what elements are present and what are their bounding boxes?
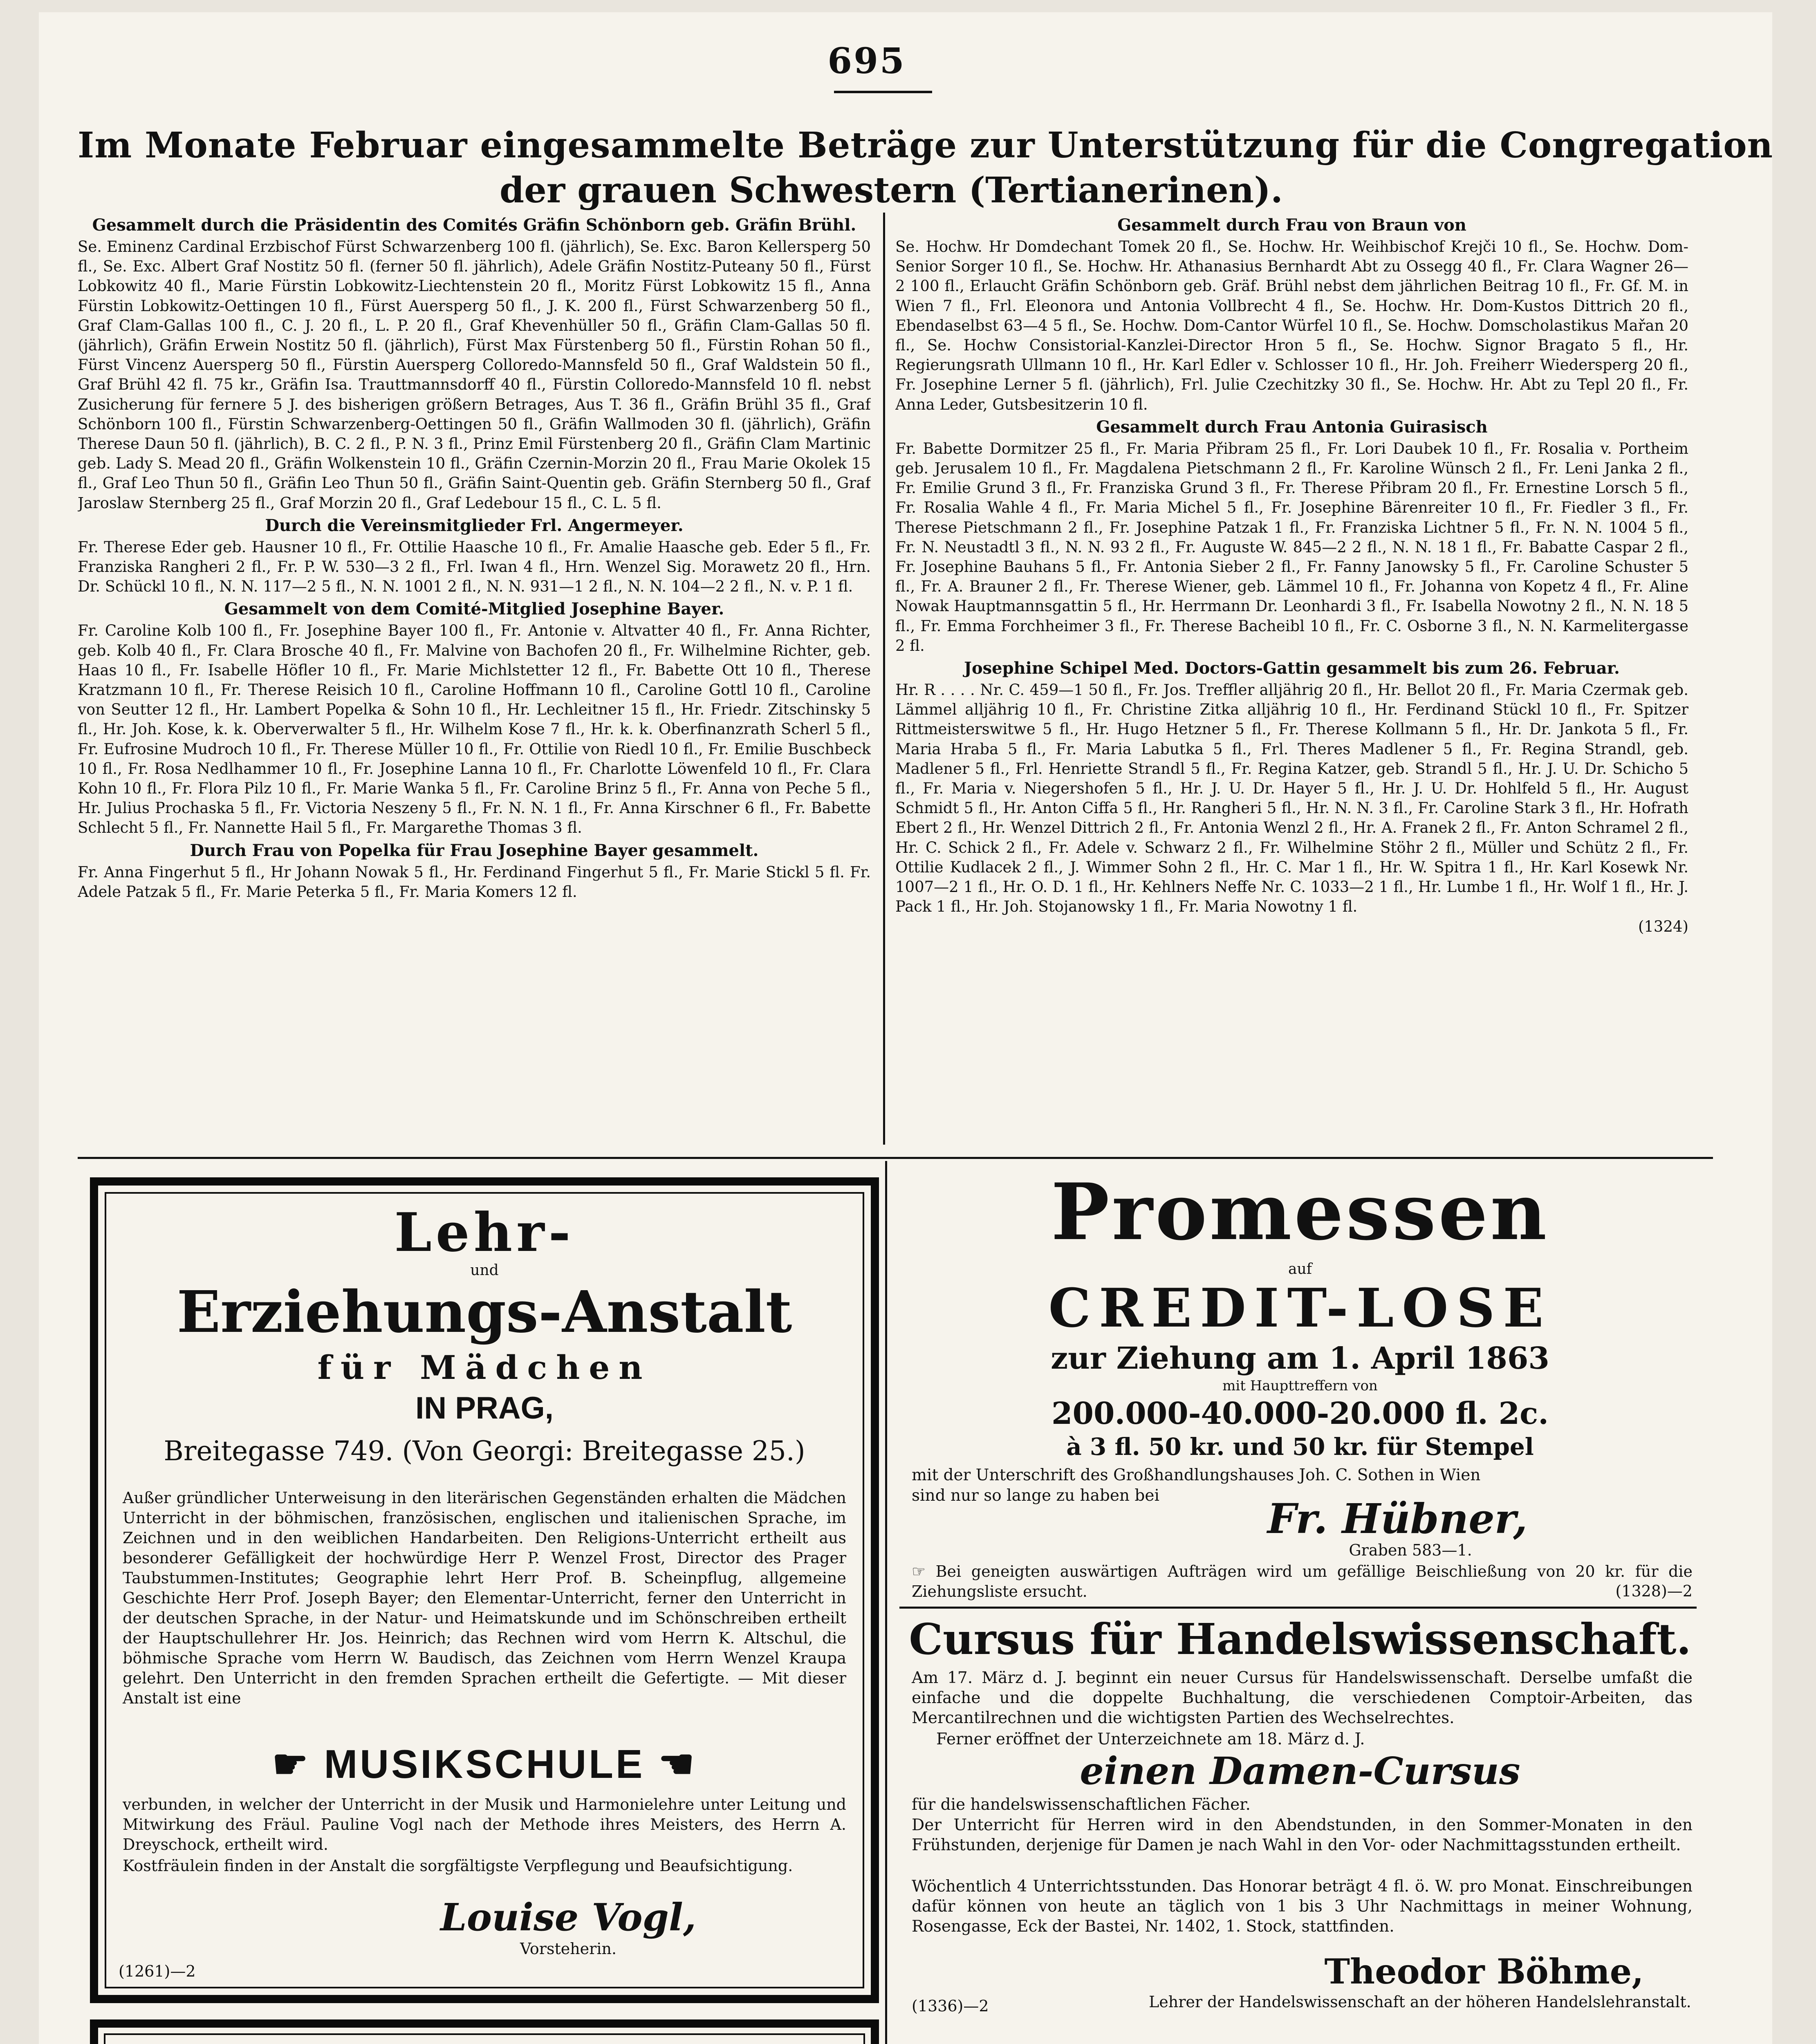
column-divider: [883, 213, 885, 1145]
section-heading: Durch Frau von Popelka für Frau Josephine Bayer gesammelt.: [190, 840, 759, 860]
cursus-ref: (1336)—2: [912, 1997, 989, 2015]
factory-advertisement: [90, 2019, 879, 2044]
collection-title-line-1: Im Monate Februar eingesammelte Beträge zur Unterstützung für die Congregation: [78, 125, 1773, 166]
school-ad-role: Vorsteherin.: [520, 1940, 617, 1958]
pointing-hand-icon: ☛: [272, 1741, 324, 1786]
promessen-draw-date: zur Ziehung am 1. April 1863: [1051, 1341, 1549, 1376]
school-ad-board-text: Kostfräulein finden in der Anstalt die sorgfältigste Verpflegung und Beaufsichtigung.: [123, 1857, 793, 1875]
cursus-paragraph-4: Der Unterricht für Herren wird in den Abendstunden, in den Sommer-Monaten in den Frühstunden, derjenige für Damen je nach Wahl in den Vor- oder Nachmittagsstunden ertheilt.: [912, 1816, 1693, 1854]
page-number-underline: [834, 91, 932, 93]
cursus-name: Theodor Böhme,: [1324, 1951, 1644, 1992]
donation-paragraph: Fr. Therese Eder geb. Hausner 10 fl., Fr. Ottilie Haasche 10 fl., Fr. Amalie Haasche geb. Eder 5 fl., Fr. Franziska Rangheri 2 fl., Fr. P. W. 530—3 2 fl., Frl. Iwan 4 fl., Hrn. Wenzel Sig. Morawetz 20 fl., Hrn. Dr. Schückl 10 fl., N. N. 117—2 5 fl., N. N. 1001 2 fl., N. N. 931—1 2 fl., N. N. 104—2 2 fl., N. v. P. 1 fl.: [78, 538, 871, 596]
cursus-paragraph-2: Ferner eröffnet der Unterzeichnete am 18. März d. J.: [936, 1730, 1365, 1748]
school-ad-signature: Louise Vogl,: [440, 1895, 696, 1939]
promessen-seller: Fr. Hübner,: [1267, 1495, 1528, 1543]
promessen-amounts: 200.000-40.000-20.000 fl. 2c.: [1051, 1396, 1549, 1431]
promessen-note-text: Bei geneigten auswärtigen Aufträgen wird um gefällige Beischließung von 20 kr. für die Ziehungsliste ersucht.: [912, 1562, 1693, 1600]
school-ad-body: Außer gründlicher Unterweisung in den literärischen Gegenständen erhalten die Mädchen Unterricht in der böhmischen, französischen, englischen und italienischen Sprache, im Zeichnen und in den weiblichen Handarbeiten. Den Religions-Unterricht ertheilt aus besonderer Gefälligkeit der hochwürdige Herr P. Wenzel Frost, Director des Prager Taubstummen-Institutes; Geographie lehrt Herr Prof. B. Scheinpflug, allgemeine Geschichte Herr Prof. Joseph Bayer; den Elementar-Unterricht, ferner den Unterricht in der deutschen Sprache, in der Natur- und Heimatskunde und im Schönschreiben ertheilt der Hauptschullehrer Hr. Jos. Heinrich; das Rechnen wird vom Herrn K. Altschul, die böhmische Sprache vom Herrn W. Baudisch, das Zeichnen vom Herrn Wenzel Kraupa gelehrt. Den Unterricht in den fremden Sprachen ertheilt die Gefertigte. — Mit dieser Anstalt ist eine: [123, 1489, 846, 1707]
school-ad-anstalt: Erziehungs-Anstalt: [177, 1279, 792, 1346]
school-ad-maedchen: für Mädchen: [317, 1348, 652, 1387]
promessen-auf: auf: [1288, 1261, 1312, 1278]
cursus-paragraph-1: Am 17. März d. J. beginnt ein neuer Cursus für Handelswissenschaft. Derselbe umfaßt die einfache und die doppelte Buchhaltung, die verschiedenen Comptoir-Arbeiten, das Mercantilrechnen und die wichtigsten Partien des Wechselrechtes.: [912, 1669, 1693, 1727]
promessen-signature-line: mit der Unterschrift des Großhandlungshauses Joh. C. Sothen in Wien: [912, 1466, 1481, 1484]
donation-paragraph: Fr. Anna Fingerhut 5 fl., Hr Johann Nowak 5 fl., Hr. Ferdinand Fingerhut 5 fl., Fr. Marie Stickl 5 fl. Fr. Adele Patzak 5 fl., Fr. Marie Peterka 5 fl., Fr. Maria Komers 12 fl.: [78, 863, 871, 901]
donation-paragraph: Se. Eminenz Cardinal Erzbischof Fürst Schwarzenberg 100 fl. (jährlich), Se. Exc. Baron Kellersperg 50 fl., Se. Exc. Albert Graf Nostitz 50 fl. (ferner 50 fl. jährlich), Adele Gräfin Nostitz-Puteany 50 fl., Fürst Lobkowitz 40 fl., Marie Fürstin Lobkowitz-Liechtenstein 20 fl., Moritz Fürst Lobkowitz 15 fl., Anna Fürstin Lobkowitz-Oettingen 10 fl., Fürst Auersperg 50 fl., J. K. 200 fl., Fürst Schwarzenberg 50 fl., Graf Clam-Gallas 100 fl., C. J. 20 fl., L. P. 20 fl., Graf Khevenhüller 50 fl., Gräfin Clam-Gallas 50 fl. (jährlich), Gräfin Erwein Nostitz 50 fl. (jährlich), Fürst Max Fürstenberg 50 fl., Fürstin Rohan 50 fl., Fürst Vincenz Auersperg 50 fl., Fürstin Auersperg Colloredo-Mannsfeld 50 fl., Graf Waldstein 50 fl., Graf Brühl 42 fl. 75 kr., Gräfin Isa. Trauttmannsdorff 40 fl., Fürstin Colloredo-Mannsfeld 10 fl. nebst Zusicherung für fernere 5 J. des bisherigen größern Betrages, Aus T. 36 fl., Gräfin Brühl 35 fl., Graf Schönborn 100 fl., Fürstin Schwarzenberg-Oettingen 50 fl., Gräfin Wallmoden 30 fl. (jährlich), Gräfin Therese Daun 50 fl. (jährlich), B. C. 2 fl., P. N. 3 fl., Prinz Emil Fürstenberg 20 fl., Gräfin Clam Martinic geb. Lady S. Mead 20 fl., Gräfin Wolkenstein 10 fl., Gräfin Czernin-Morzin 20 fl., Frau Marie Okolek 15 fl., Graf Leo Thun 50 fl., Gräfin Leo Thun 50 fl., Gräfin Saint-Quentin geb. Gräfin Sternberg 50 fl., Graf Jaroslaw Sternberg 25 fl., Graf Morzin 20 fl., Graf Ledebour 15 fl., C. L. 5 fl.: [78, 238, 871, 512]
reference-number: (1324): [1638, 917, 1688, 935]
cursus-paragraph-5: Wöchentlich 4 Unterrichtsstunden. Das Honorar beträgt 4 fl. ö. W. pro Monat. Einschreibungen dafür können von heute an täglich von 1 bis 3 Uhr Nachmittags in meiner Wohnung, Rosengasse, Eck der Bastei, Nr. 1402, 1. Stock, stattfinden.: [912, 1877, 1693, 1936]
section-heading: Josephine Schipel Med. Doctors-Gattin gesammelt bis zum 26. Februar.: [964, 659, 1620, 678]
section-heading: Gesammelt durch die Präsidentin des Comités Gräfin Schönborn geb. Gräfin Brühl.: [92, 215, 856, 235]
school-ad-und: und: [470, 1262, 499, 1279]
factory-ad-inner-border: [104, 2033, 865, 2044]
school-advertisement: [90, 1177, 879, 2003]
cursus-damen: einen Damen-Cursus: [1080, 1749, 1520, 1793]
promessen-mit: mit Haupttreffern von: [1222, 1378, 1378, 1394]
school-ad-address: Breitegasse 749. (Von Georgi: Breitegasse 25.): [164, 1435, 805, 1467]
page-number: 695: [827, 40, 906, 82]
section-heading: Gesammelt durch Frau Antonia Guirasisch: [1096, 417, 1488, 437]
musikschule-label: MUSIKSCHULE: [324, 1741, 645, 1786]
cursus-advertisement: [899, 1615, 1701, 2044]
section-heading: Gesammelt durch Frau von Braun von: [1117, 215, 1466, 235]
section-heading: Gesammelt von dem Comité-Mitglied Josephine Bayer.: [224, 599, 724, 619]
promessen-graben: Graben 583—1.: [1349, 1541, 1472, 1559]
school-ad-city: IN PRAG,: [415, 1391, 554, 1425]
promessen-advertisement: [899, 1166, 1701, 1602]
promessen-divider: [899, 1607, 1697, 1609]
collection-title-line-2: der grauen Schwestern (Tertianerinen).: [500, 170, 1283, 211]
donation-paragraph: Fr. Caroline Kolb 100 fl., Fr. Josephine Bayer 100 fl., Fr. Antonie v. Altvatter 40 fl., Fr. Anna Richter, geb. Kolb 40 fl., Fr. Clara Brosche 40 fl., Fr. Malvine von Bachofen 20 fl., Fr. Wilhelmine Richter, geb. Haas 10 fl., Fr. Isabelle Höfler 10 fl., Fr. Marie Michlstetter 12 fl., Fr. Babette Ott 10 fl., Therese Kratzmann 10 fl., Fr. Therese Reisich 10 fl., Caroline Hoffmann 10 fl., Caroline Gottl 10 fl., Caroline von Seutter 12 fl., Hr. Lambert Popelka & Sohn 10 fl., Hr. Lechleitner 15 fl., Hr. Friedr. Zitschinsky 5 fl., Hr. Joh. Kose, k. k. Oberverwalter 5 fl., Hr. Wilhelm Kose 7 fl., Hr. k. k. Oberfinanzrath Scherl 5 fl., Fr. Eufrosine Mudroch 10 fl., Fr. Therese Müller 10 fl., Fr. Ottilie von Riedl 10 fl., Fr. Emilie Buschbeck 10 fl., Fr. Rosa Nedlhammer 10 fl., Fr. Josephine Lanna 10 fl., Fr. Charlotte Löwenfeld 10 fl., Fr. Clara Kohn 10 fl., Fr. Flora Pilz 10 fl., Fr. Marie Wanka 5 fl., Fr. Caroline Brinz 5 fl., Fr. Anna von Peche 5 fl., Hr. Julius Prochaska 5 fl., Fr. Victoria Neszeny 5 fl., Fr. N. N. 1 fl., Fr. Anna Kirschner 6 fl., Fr. Babette Schlecht 5 fl., Fr. Nannette Hail 5 fl., Fr. Margarethe Thomas 3 fl.: [78, 622, 871, 837]
promessen-price: à 3 fl. 50 kr. und 50 kr. für Stempel: [1066, 1433, 1534, 1461]
donation-paragraph: Hr. R . . . . Nr. C. 459—1 50 fl., Fr. Jos. Treffler alljährig 20 fl., Hr. Bellot 20 fl., Fr. Maria Czermak geb. Lämmel alljährig 10 fl., Fr. Christine Zitka alljährig 10 fl., Hr. Ferdinand Stückl 10 fl., Fr. Spitzer Rittmeisterswitwe 5 fl., Hr. Hugo Hetzner 5 fl., Fr. Therese Kollmann 5 fl., Hr. Dr. Jankota 5 fl., Fr. Maria Hraba 5 fl., Fr. Maria Labutka 5 fl., Frl. Theres Madlener 5 fl., Fr. Regina Strandl, geb. Madlener 5 fl., Frl. Henriette Strandl 5 fl., Fr. Regina Katzer, geb. Strandl 5 fl., Hr. J. U. Dr. Schicho 5 fl., Fr. Maria v. Niegershofen 5 fl., Hr. J. U. Dr. Hayer 5 fl., Hr. J. U. Dr. Hohlfeld 5 fl., Hr. August Schmidt 5 fl., Hr. Anton Ciffa 5 fl., Hr. Rangheri 5 fl., Hr. N. N. 3 fl., Fr. Caroline Stark 3 fl., Hr. Hofrath Ebert 2 fl., Hr. Wenzel Dittrich 2 fl., Fr. Antonia Wenzl 2 fl., Hr. A. Franek 2 fl., Fr. Anton Schramel 2 fl., Hr. C. Schick 2 fl., Fr. Adele v. Schwarz 2 fl., Fr. Wilhelmine Stöhr 2 fl., Müller und Schütz 2 fl., Fr. Ottilie Kudlacek 2 fl., J. Wimmer Sohn 2 fl., Hr. C. Mar 1 fl., Hr. W. Spitra 1 fl., Hr. Karl Kosewk Nr. 1007—2 1 fl., Hr. O. D. 1 fl., Hr. Kehlners Neffe Nr. C. 1033—2 1 fl., Hr. Lumbe 1 fl., Hr. Wolf 1 fl., Hr. J. Pack 1 fl., Hr. Joh. Stojanowsky 1 fl., Fr. Maria Nowotny 1 fl.: [895, 681, 1688, 916]
cursus-title: Cursus für Handelswissenschaft.: [909, 1614, 1691, 1664]
ads-column-divider: [885, 1161, 887, 2044]
school-ad-ref: (1261)—2: [119, 1962, 196, 1980]
left-donation-column: [78, 213, 871, 1136]
right-donation-column: [895, 213, 1688, 1136]
promessen-find: sind nur so lange zu haben bei: [912, 1486, 1159, 1505]
donation-paragraph: Se. Hochw. Hr Domdechant Tomek 20 fl., Se. Hochw. Hr. Weihbischof Krejči 10 fl., Se. Hochw. Dom-Senior Sorger 10 fl., Se. Hochw. Hr. Athanasius Bernhardt Abt zu Ossegg 40 fl., Fr. Clara Wagner 26—2 100 fl., Erlaucht Gräfin Schönborn geb. Gräf. Brühl nebst dem jährlichen Beitrag 10 fl., Fr. Gf. M. in Wien 7 fl., Frl. Eleonora und Antonia Vollbrecht 4 fl., Se. Hochw. Hr. Dom-Kustos Dittrich 20 fl., Ebendaselbst 63—4 5 fl., Se. Hochw. Dom-Cantor Würfel 10 fl., Se. Hochw. Domscholastikus Mařan 20 fl., Se. Hochw Consistorial-Kanzlei-Director Hron 5 fl., Se. Hochw. Signor Bragato 5 fl., Hr. Regierungsrath Ullmann 10 fl., Hr. Karl Edler v. Schlosser 10 fl., Hr. Joh. Freiherr Wiedersperg 20 fl., Fr. Josephine Lerner 5 fl. (jährlich), Frl. Julie Czechitzky 30 fl., Se. Hochw. Hr. Abt zu Tepl 20 fl., Fr. Anna Leder, Gutsbesitzerin 10 fl.: [895, 238, 1688, 413]
promessen-title: Promessen: [1051, 1166, 1549, 1257]
section-heading: Durch die Vereinsmitglieder Frl. Angermeyer.: [265, 515, 684, 535]
donation-paragraph: Fr. Babette Dormitzer 25 fl., Fr. Maria Přibram 25 fl., Fr. Lori Daubek 10 fl., Fr. Rosalia v. Portheim geb. Jerusalem 10 fl., Fr. Magdalena Pietschmann 2 fl., Fr. Karoline Wünsch 2 fl., Fr. Leni Janka 2 fl., Fr. Emilie Grund 3 fl., Fr. Franziska Grund 3 fl., Fr. Therese Přibram 20 fl., Fr. Ernestine Lorsch 5 fl., Fr. Rosalia Wahle 4 fl., Fr. Maria Michel 5 fl., Fr. Josephine Bärenreiter 10 fl., Fr. Fiedler 3 fl., Fr. Therese Pietschmann 2 fl., Fr. Josephine Patzak 1 fl., Fr. Franziska Lichtner 5 fl., Fr. N. N. 1004 5 fl., Fr. N. Neustadtl 3 fl., N. N. 93 2 fl., Fr. Auguste W. 845—2 2 fl., N. N. 18 1 fl., Fr. Babatte Caspar 2 fl., Fr. Josephine Bauhans 5 fl., Fr. Antonia Sieber 2 fl., Fr. Fanny Janowsky 5 fl., Fr. Caroline Schuster 5 fl., Fr. A. Brauner 2 fl., Fr. Therese Wiener, geb. Lämmel 10 fl., Fr. Johanna von Kopetz 4 fl., Fr. Aline Nowak Hauptmannsgattin 5 fl., Hr. Herrmann Dr. Leonhardi 3 fl., Fr. Isabella Nowotny 2 fl., N. N. 18 5 fl., Fr. Emma Forchheimer 3 fl., Fr. Therese Bacheibl 10 fl., Fr. C. Osborne 3 fl., N. N. Karmelitergasse 2 fl.: [895, 439, 1688, 654]
school-ad-lehr: Lehr-: [394, 1201, 575, 1264]
school-ad-musikschule: [98, 1741, 871, 1786]
promessen-ref: (1328)—2: [1615, 1582, 1693, 1600]
pointing-hand-icon: ☞: [912, 1562, 936, 1580]
cursus-paragraph-3: für die handelswissenschaftlichen Fächer.: [912, 1795, 1251, 1814]
school-ad-music-text: verbunden, in welcher der Unterricht in der Musik und Harmonielehre unter Leitung und Mitwirkung des Fräul. Pauline Vogl nach der Methode ihres Meisters, des Herrn A. Dreyschock, ertheilt wird.: [123, 1795, 846, 1853]
section-divider: [78, 1157, 1713, 1159]
cursus-role: Lehrer der Handelswissenschaft an der höheren Handelslehranstalt.: [1149, 1993, 1691, 2011]
promessen-credit-lose: CREDIT-LOSE: [1048, 1277, 1552, 1339]
pointing-hand-icon: ☚: [645, 1741, 697, 1786]
